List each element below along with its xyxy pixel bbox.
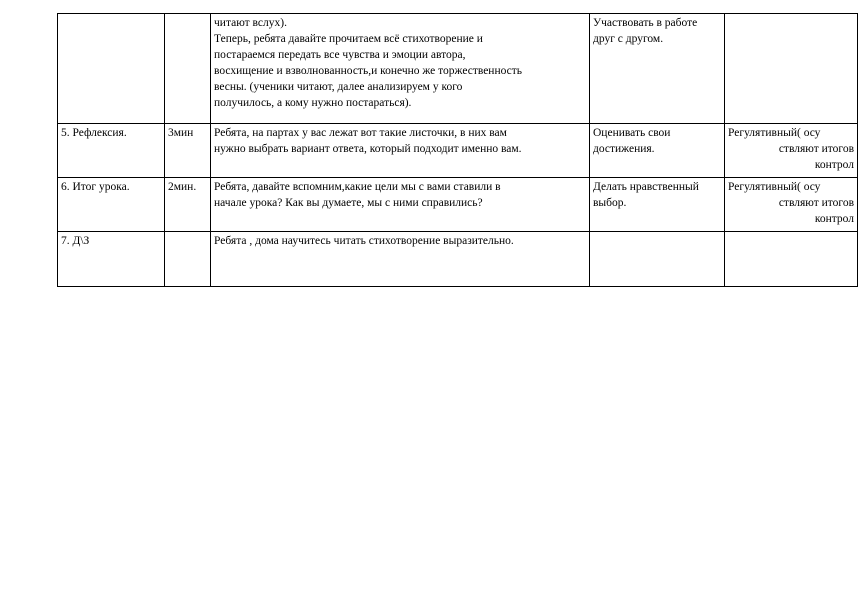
text-line: Регулятивный( осу — [728, 181, 821, 193]
table-row — [58, 124, 858, 178]
student-activity-cell — [590, 178, 725, 232]
student-activity-cell — [590, 232, 725, 287]
uud-cell — [725, 232, 858, 287]
text-line: Оценивать свои — [593, 127, 671, 139]
student-activity-cell — [590, 124, 725, 178]
text-line: Ребята, давайте вспомним,какие цели мы с вами ставили в — [214, 181, 501, 193]
table-row — [58, 178, 858, 232]
text-line: Регулятивный( осу — [728, 127, 821, 139]
text-line: весны. (ученики читают, далее анализируем у кого — [214, 81, 463, 93]
text-line: ствляют итогов — [778, 197, 854, 209]
text-line: выбор. — [593, 197, 627, 209]
text-line: контрол — [814, 159, 854, 171]
text-line: Ребята, на партах у вас лежат вот такие листочки, в них вам — [214, 127, 507, 139]
text-line: достижения. — [593, 143, 655, 155]
text-line: контрол — [814, 213, 854, 225]
table-row — [58, 232, 858, 287]
time-cell: 3мин — [165, 124, 211, 178]
time-cell — [165, 14, 211, 124]
text-line: друг с другом. — [593, 33, 664, 45]
text-line: Участвовать в работе — [593, 17, 698, 29]
time-cell — [165, 232, 211, 287]
teacher-activity-cell — [211, 124, 590, 178]
uud-cell — [725, 14, 858, 124]
text-line: восхищение и взволнованность,и конечно же торжественность — [214, 65, 523, 77]
text-line: получилось, а кому нужно постараться). — [214, 97, 412, 109]
time-cell: 2мин. — [165, 178, 211, 232]
student-activity-cell — [590, 14, 725, 124]
teacher-activity-cell — [211, 232, 590, 287]
text-line: Ребята , дома научитесь читать стихотворение выразительно. — [214, 235, 514, 247]
stage-cell: 6. Итог урока. — [58, 178, 165, 232]
stage-cell: 5. Рефлексия. — [58, 124, 165, 178]
table-row — [58, 14, 858, 124]
text-line: ствляют итогов — [778, 143, 854, 155]
stage-cell: 7. Д\З — [58, 232, 165, 287]
text-line: Делать нравственный — [593, 181, 699, 193]
text-line: читают вслух). — [214, 17, 287, 29]
stage-cell — [58, 14, 165, 124]
uud-cell — [725, 124, 858, 178]
lesson-plan-table — [57, 13, 858, 287]
text-line: начале урока? Как вы думаете, мы с ними справились? — [214, 197, 483, 209]
text-line: Теперь, ребята давайте прочитаем всё стихотворение и — [214, 33, 483, 45]
text-line: постараемся передать все чувства и эмоции автора, — [214, 49, 466, 61]
teacher-activity-cell — [211, 178, 590, 232]
teacher-activity-cell — [211, 14, 590, 124]
uud-cell — [725, 178, 858, 232]
text-line: нужно выбрать вариант ответа, который подходит именно вам. — [214, 143, 522, 155]
